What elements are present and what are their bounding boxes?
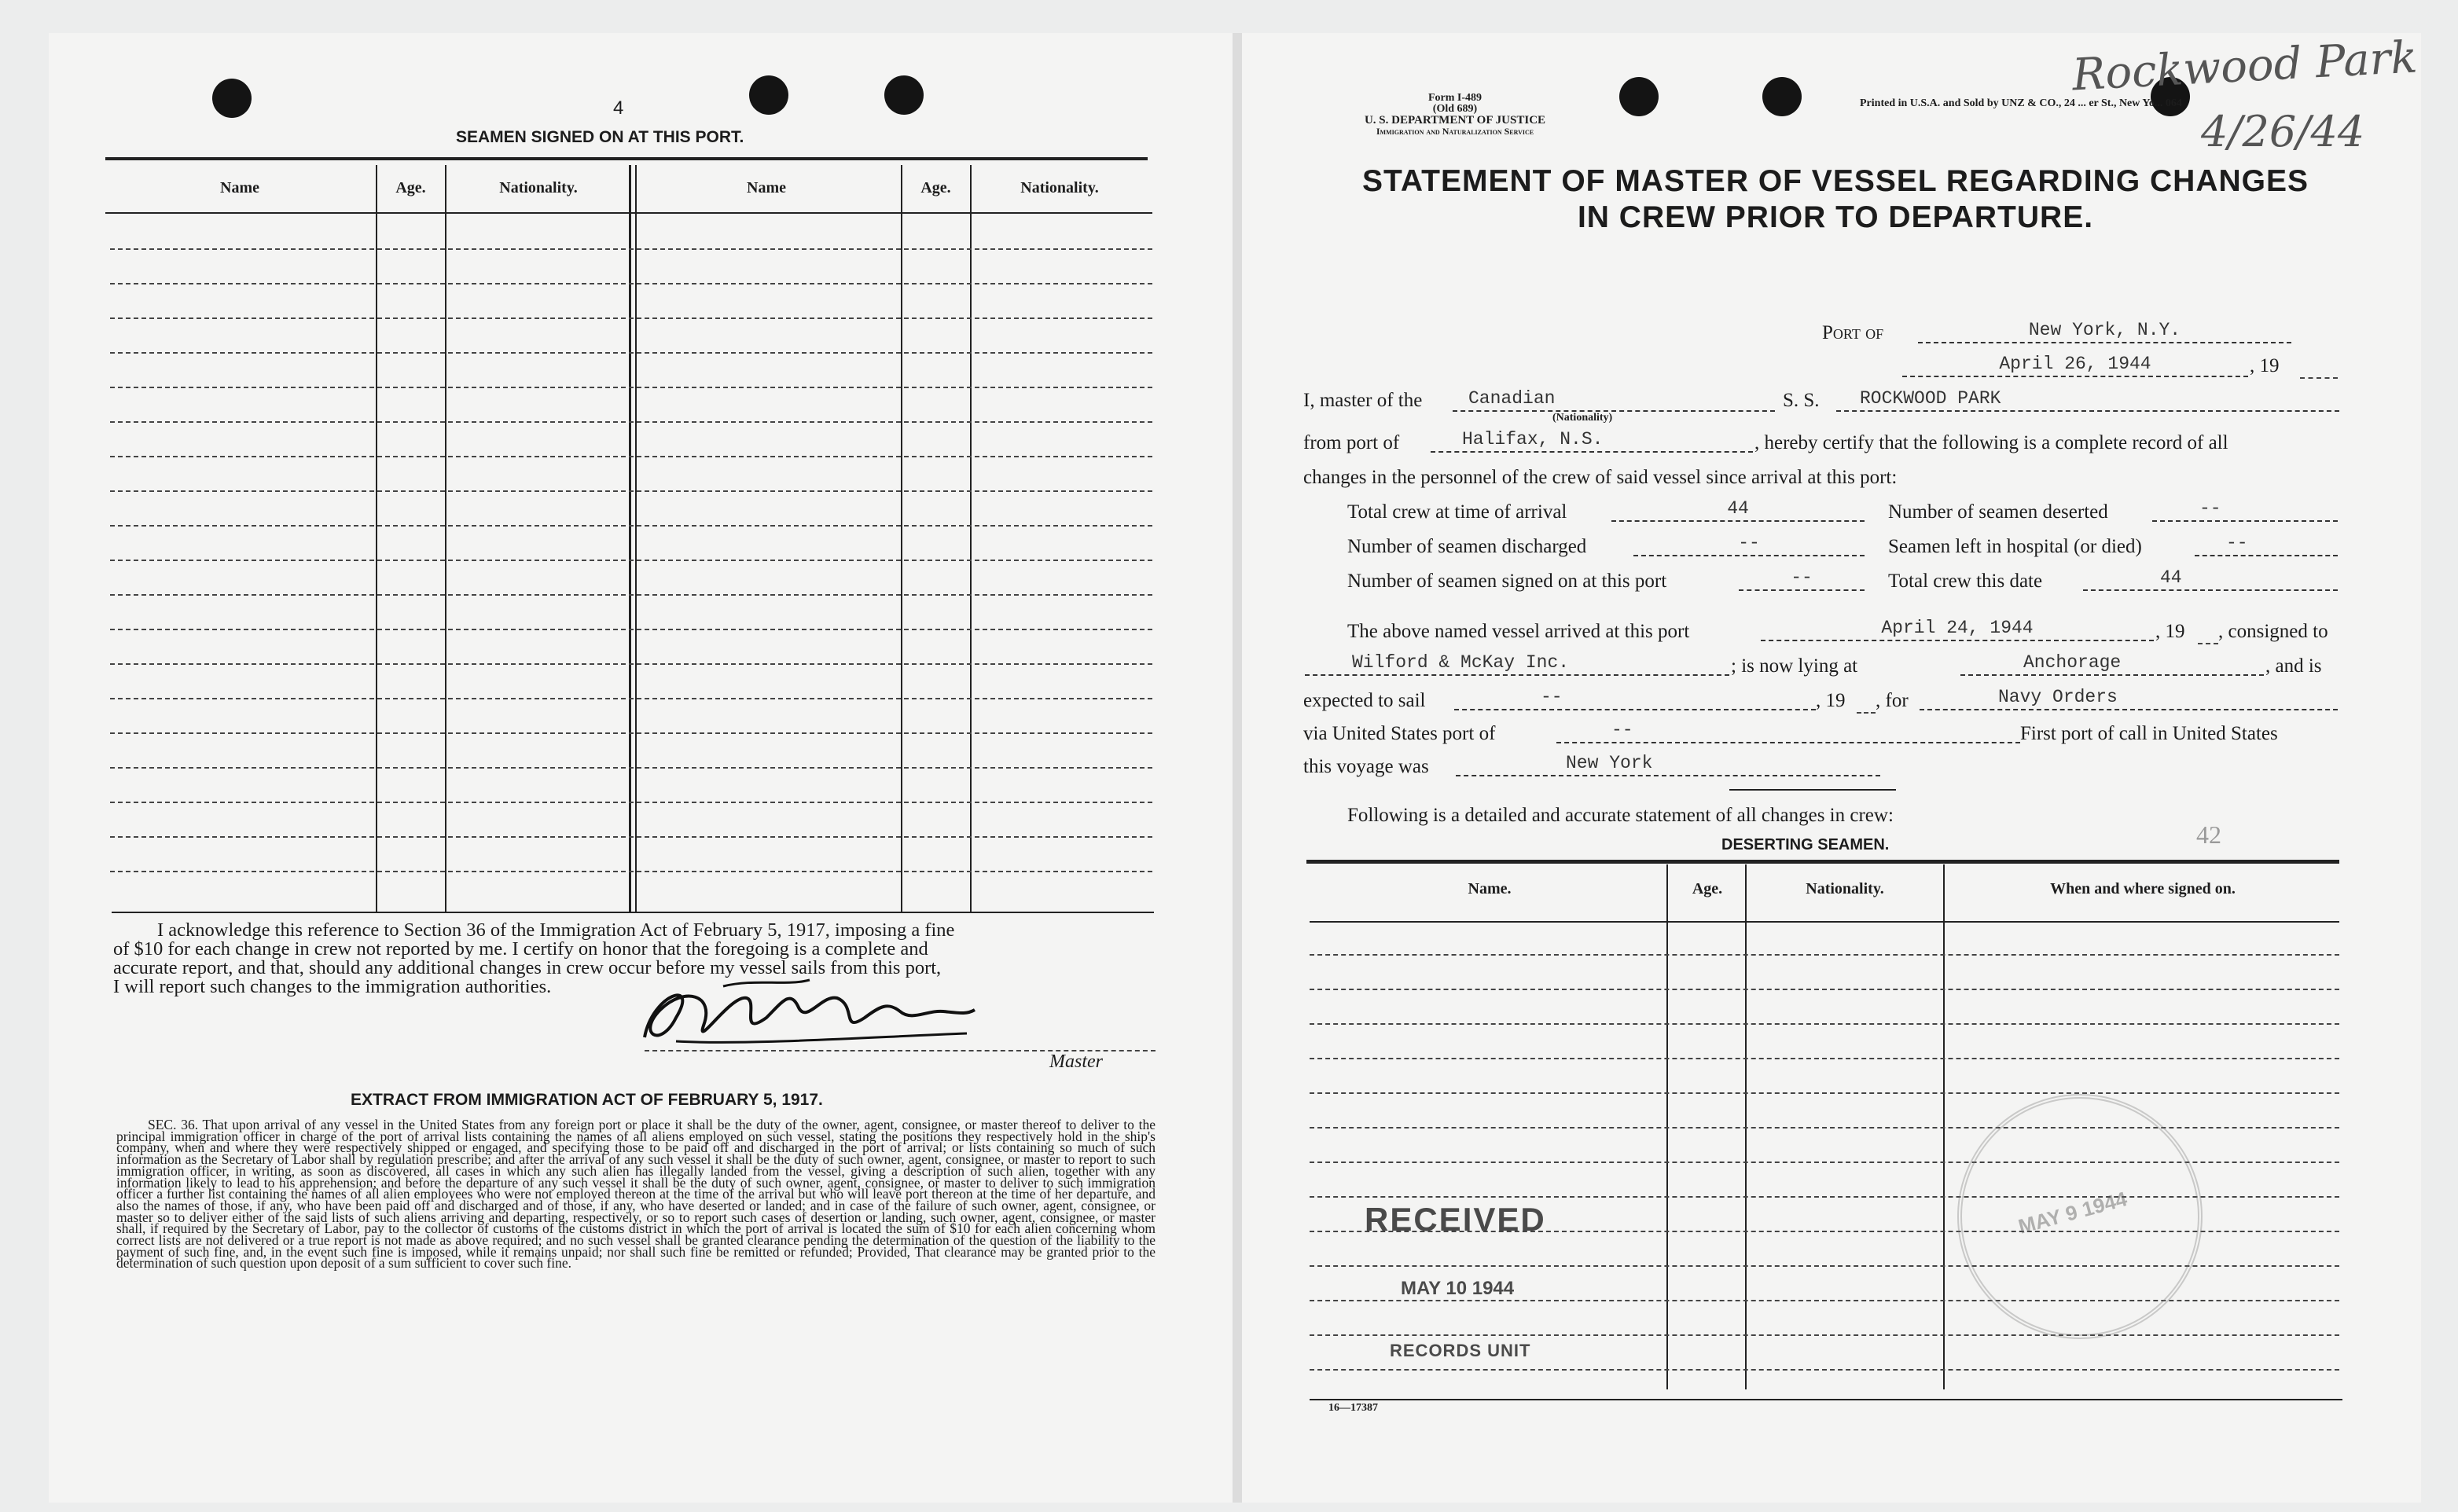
table-row [110, 248, 1152, 250]
deserting-col-age: Age. [1692, 880, 1723, 897]
printer-credit: Printed in U.S.A. and Sold by UNZ & CO., 24 ... er St., New Yo... 064 [1860, 97, 2182, 109]
punch-hole [749, 75, 788, 115]
stat-signed-on-field [1739, 566, 1865, 591]
deserting-top-rule [1306, 860, 2339, 864]
table-row [110, 352, 1152, 354]
lying-label: ; is now lying at [1731, 655, 1858, 677]
ss-label: S. S. [1783, 390, 1820, 411]
table-row [110, 663, 1152, 665]
date-suffix: , 19 [2250, 355, 2280, 376]
table-row [110, 283, 1152, 284]
table-row [110, 317, 1152, 319]
col-header-age: Age. [920, 179, 951, 196]
col-header-age: Age. [395, 179, 426, 196]
table-row [1310, 1127, 2339, 1128]
table-divider [629, 165, 631, 912]
col-header-name: Name [747, 179, 786, 196]
col-header-name: Name [220, 179, 259, 196]
received-stamp: RECEIVED [1365, 1201, 1546, 1238]
voyage-value: New York [1566, 753, 1653, 773]
port-label: Port of [1822, 322, 1884, 343]
arrived-value: April 24, 1944 [1881, 618, 2034, 638]
table-row [1310, 1058, 2339, 1059]
stat-signed-on-value: -- [1791, 567, 1813, 588]
table-divider [445, 165, 446, 912]
table-row [110, 421, 1152, 423]
table-row [110, 387, 1152, 388]
for-label: , for [1876, 690, 1909, 711]
table-divider [376, 165, 377, 912]
page-mark: 42 [2196, 820, 2221, 849]
voyage-label: this voyage was [1303, 756, 1429, 777]
records-unit: RECORDS UNIT [1390, 1341, 1531, 1360]
arrived-label: The above named vessel arrived at this port [1347, 621, 1690, 642]
consignee-value: Wilford & McKay Inc. [1352, 652, 1570, 673]
port-value: New York, N.Y. [2028, 320, 2181, 340]
punch-hole [884, 75, 924, 115]
via-field [1556, 718, 2020, 743]
table-row [110, 836, 1152, 838]
stat-total-arrival-value: 44 [1727, 498, 1749, 519]
postmark [1957, 1094, 2203, 1339]
table-row [110, 594, 1152, 596]
page-number: 4 [613, 97, 624, 119]
received-date: MAY 10 1944 [1401, 1278, 1515, 1299]
deserting-col-name: Name. [1468, 880, 1512, 897]
table-row [110, 767, 1152, 769]
stat-signed-on-label: Number of seamen signed on at this port [1347, 571, 1667, 592]
punch-hole [1762, 77, 1802, 116]
expected-suffix: , 19 [1816, 690, 1846, 711]
footer-code: 16—17387 [1328, 1402, 1378, 1414]
service: Immigration and Naturalization Service [1376, 126, 1534, 137]
section-36-text: SEC. 36. That upon arrival of any vessel in the United States from any foreign port or place it shall be the duty of the owner, agent, consignee, or master thereof to deliver to the principal immigration officer in charge of the port of arrival lists containing the names of all aliens employed on such vessel, stating the positions they respectively hold in the ship's company, when and where they were respectively shipped or engaged, and specifying those to be paid off and discharged in the port of arrival; or lists containing so much of such information as the Secretary of Labor shall by regulation prescribe; and after the arrival of any such vessel it shall be the duty of such owner, agent, consignee, or master to report to such immigration officer, in writing, as soon as discovered, all cases in which any such alien has illegally landed from the vessel, giving a description of such alien, together with any information likely to lead to his apprehension; and before the departure of any such vessel it shall be the duty of such owner, agent, consignee, or master to deliver to such immigration officer a further list containing the names of all alien employees who were not employed thereon at the time of the arrival but who will leave port thereon at the time of her departure, and also the names of those, if any, who have been paid off and discharged and of those, if any, who have deserted or landed; and in case of the failure of such owner, agent, consignee, or master so to deliver either of the said lists of such aliens arriving and departing, respectively, or so to report such cases of desertion or landing, such owner, agent, consignee, or master shall, if required by the Secretary of Labor, pay to the collector of customs of the customs district in which the port of arrival is located the sum of $10 for each alien concerning whom correct lists are not delivered or a true report is not made as above required; and no such vessel shall be granted clearance pending the determination of the question of the liability to the payment of such fine, and, in the event such fine is imposed, while it remains unpaid; nor shall such fine be remitted or refunded; Provided, That clearance may be granted prior to the determination of such question upon deposit of a sum sufficient to cover such fine. [116, 1117, 1156, 1272]
arrived-field [1761, 616, 2154, 641]
punch-hole [212, 79, 252, 118]
master-label: Master [1049, 1051, 1103, 1072]
arrived-suffix: , 19 [2155, 621, 2185, 642]
expected-field [1454, 685, 1816, 710]
table-divider [635, 165, 637, 912]
consignee-field [1305, 651, 1729, 676]
form-old-id: (Old 689) [1432, 103, 1478, 115]
expected-year-blank [1857, 712, 1876, 714]
form-title [1297, 163, 2374, 236]
port-field [1918, 318, 2291, 343]
table-row [1310, 1300, 2339, 1301]
col-header-nationality: Nationality. [499, 179, 578, 196]
table-row [1310, 989, 2339, 990]
lying-field [1960, 651, 2264, 676]
deserting-header-rule [1310, 921, 2339, 923]
form-title-line: IN CREW PRIOR TO DEPARTURE. [1577, 200, 2094, 234]
stat-total-arrival-field [1611, 497, 1865, 522]
stat-total-date-value: 44 [2160, 567, 2182, 588]
deserting-col-when-where: When and where signed on. [2050, 880, 2236, 897]
table-divider [901, 165, 902, 912]
first-port-label: First port of call in United States [2020, 723, 2278, 744]
table-row [1310, 1092, 2339, 1094]
via-label: via United States port of [1303, 723, 1496, 744]
nationality-field [1453, 387, 1775, 412]
table-row [110, 560, 1152, 561]
table-row [1310, 1023, 2339, 1025]
form-title-line: STATEMENT OF MASTER OF VESSEL REGARDING CHANGES [1361, 164, 2309, 198]
stat-deserted-label: Number of seamen deserted [1888, 501, 2108, 523]
table-row [1310, 1334, 2339, 1336]
table-bottom-rule [112, 912, 1154, 913]
from-port-value: Halifax, N.S. [1462, 429, 1604, 450]
signed-on-title: SEAMEN SIGNED ON AT THIS PORT. [456, 128, 744, 146]
nationality-value: Canadian [1468, 388, 1556, 409]
table-row [1310, 954, 2339, 956]
date-value: April 26, 1944 [1999, 354, 2151, 374]
deserting-col-nationality: Nationality. [1806, 880, 1884, 897]
stat-total-date-field [2083, 566, 2338, 591]
and-is: , and is [2265, 655, 2322, 677]
certify-text: , hereby certify that the following is a complete record of all [1754, 432, 2228, 453]
form-number [1325, 93, 1585, 137]
table-row [110, 629, 1152, 630]
expected-label: expected to sail [1303, 690, 1426, 711]
stat-total-arrival-label: Total crew at time of arrival [1347, 501, 1567, 523]
stat-discharged-field [1633, 531, 1865, 556]
stat-discharged-value: -- [1738, 533, 1760, 553]
via-value: -- [1611, 720, 1633, 740]
punch-hole [1619, 77, 1659, 116]
stat-total-date-label: Total crew this date [1888, 571, 2043, 592]
ack-line: of $10 for each change in crew not reported by me. I certify on honor that the foregoing is a complete and [113, 938, 928, 960]
table-divider [970, 165, 972, 912]
table-row [110, 732, 1152, 734]
ack-line: accurate report, and that, should any additional changes in crew occur before my vessel sails from this port, [113, 957, 942, 978]
ack-line: I will report such changes to the immigration authorities. [113, 976, 552, 997]
stat-hospital-field [2195, 531, 2338, 556]
stat-deserted-value: -- [2199, 498, 2221, 519]
section-separator [1729, 789, 1896, 791]
deserting-title: DESERTING SEAMEN. [1721, 836, 1890, 853]
changes-text: changes in the personnel of the crew of said vessel since arrival at this port: [1303, 467, 1898, 488]
table-row [1310, 1369, 2339, 1371]
table-row [110, 490, 1152, 492]
handwritten-note: Rockwood Park [2070, 31, 2419, 101]
nationality-caption: (Nationality) [1552, 412, 1613, 424]
from-port-field [1431, 428, 1753, 453]
table-row [110, 802, 1152, 803]
arrived-year-blank [2198, 643, 2218, 644]
ack-line: I acknowledge this reference to Section 36 of the Immigration Act of February 5, 1917, imposing a fine [157, 919, 955, 941]
department: U. S. DEPARTMENT OF JUSTICE [1364, 114, 1546, 127]
col-header-nationality: Nationality. [1020, 179, 1099, 196]
extract-title: EXTRACT FROM IMMIGRATION ACT OF FEBRUARY 5, 1917. [351, 1091, 823, 1109]
for-value: Navy Orders [1998, 687, 2118, 707]
table-row [110, 871, 1152, 872]
form-id: Form I-489 [1427, 92, 1483, 104]
table-row [110, 525, 1152, 527]
postmark-text: MAY 9 1944 [2015, 1187, 2130, 1239]
stat-deserted-field [2152, 497, 2338, 522]
expected-value: -- [1541, 687, 1563, 707]
stat-discharged-label: Number of seamen discharged [1347, 536, 1587, 557]
for-field [1920, 685, 2338, 710]
from-port-label: from port of [1303, 432, 1400, 453]
following-text: Following is a detailed and accurate statement of all changes in crew: [1347, 805, 1894, 826]
stat-hospital-value: -- [2226, 533, 2248, 553]
table-row [110, 456, 1152, 457]
lying-value: Anchorage [2023, 652, 2122, 673]
year-blank [2300, 377, 2338, 379]
ship-value: ROCKWOOD PARK [1860, 388, 2001, 409]
deserting-bottom-rule [1310, 1399, 2342, 1400]
voyage-field [1456, 751, 1880, 776]
table-row [110, 698, 1152, 699]
master-of-label: I, master of the [1303, 390, 1423, 411]
consigned-label: , consigned to [2218, 621, 2328, 642]
date-field [1902, 352, 2248, 377]
handwritten-date: 4/26/44 [2201, 107, 2365, 156]
table-top-rule [105, 157, 1148, 160]
ship-field [1836, 387, 2339, 412]
stat-hospital-label: Seamen left in hospital (or died) [1888, 536, 2142, 557]
